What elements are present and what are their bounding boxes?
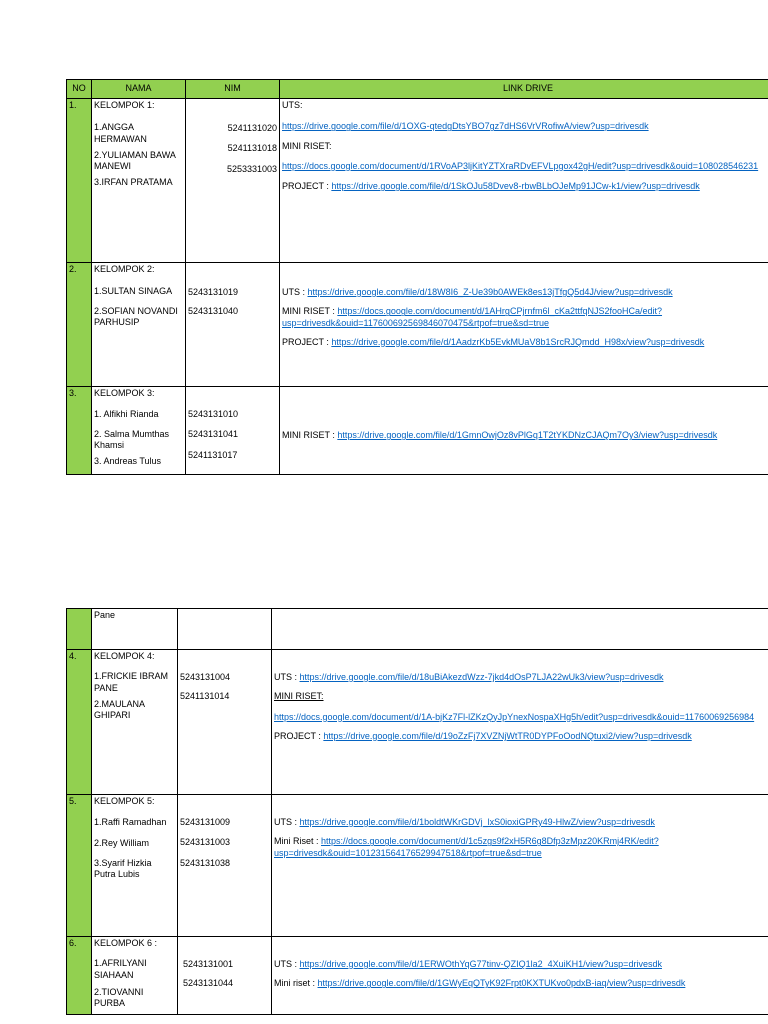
member-names [92,937,178,1015]
mini-riset-link[interactable]: https://drive.google.com/file/d/1GWyEqQTyK92Frpt0KXTUKvo0pdxB-iaq/view?usp=drivesdk [317,978,686,989]
table-row [67,387,768,475]
mini-riset-link[interactable]: https://drive.google.com/file/d/1GmnOwjOz8vPlGq1T2tYKDNzCJAQm7Oy3/view?usp=drivesdk [337,430,718,440]
uts-link[interactable]: https://drive.google.com/file/d/18W8I6_Z-Ue39b0AWEk8es13jTfgQ5d4J/view?usp=drivesdk [307,287,673,297]
member-names [92,99,186,263]
mini-riset-label: MINI RISET : [282,430,338,440]
project-label: PROJECT : [282,336,332,347]
group-name: KELOMPOK 1: [94,100,155,110]
group-table-part-2 [66,608,768,1015]
member-name-continued: Pane [92,609,178,650]
member-name: 2.YULIAMAN BAWA MANEWI [94,149,176,171]
member-nim: 5243131038 [180,857,231,868]
member-nim: 5243131010 [188,409,239,419]
member-name: 3. Andreas Tulus [94,456,162,466]
project-label: PROJECT : [282,181,332,191]
member-nims [178,650,272,795]
member-name: 1.ANGGA HERMAWAN [94,122,147,144]
member-names [92,795,178,937]
member-nims [178,937,272,1015]
uts-label: UTS : [282,287,308,297]
table-row [67,650,768,795]
mini-riset-label: MINI RISET: [274,691,324,702]
member-name: 3.Syarif Hizkia Putra Lubis [94,857,152,879]
member-name: 2.Rey William [94,837,150,848]
member-name: 2.MAULANA GHIPARI [94,698,145,720]
row-number: 5. [67,795,92,937]
table-row [67,937,768,1015]
mini-riset-link[interactable]: https://docs.google.com/document/d/1AHrgCPjrnfm6l_cKa2ttfqNJS2fooHCa/edit?usp=drivesdk&ouid=117600692569846070475&rtpof=true&sd=true [282,306,663,328]
member-nim: 5241131020 [227,123,277,133]
drive-links [280,99,768,263]
uts-link[interactable]: https://drive.google.com/file/d/1ERWOthYqG77tinv-QZIQ1la2_4XuiKH1/view?usp=drivesdk [299,959,662,969]
row-number: 2. [67,263,92,387]
member-nim: 5243131040 [188,306,239,317]
drive-links [272,650,768,795]
group-name: KELOMPOK 4: [94,651,155,661]
row-number: 3. [67,387,92,475]
table-row [67,795,768,937]
drive-links [280,387,768,475]
member-name: 2.TIOVANNI PURBA [94,986,144,1008]
uts-label: UTS : [274,959,300,969]
group-name: KELOMPOK 5: [94,796,155,806]
drive-links [280,263,768,387]
project-label: PROJECT : [274,730,324,741]
header-nama: NAMA [92,80,186,99]
member-nim: 5243131001 [183,959,234,969]
member-names [92,263,186,387]
mini-riset-label: Mini riset : [274,978,318,989]
member-nim: 5243131003 [180,837,231,848]
member-nim: 5243131009 [180,817,231,827]
project-link[interactable]: https://drive.google.com/file/d/1SkOJu58Dvev8-rbwBLbOJeMp91JCw-k1/view?usp=drivesdk [331,181,700,191]
drive-links [272,795,768,937]
member-names [92,387,186,475]
member-nims [186,387,280,475]
project-link[interactable]: https://drive.google.com/file/d/19oZzFj7XVZNjWtTR0DYPFoOodNQtuxi2/view?usp=drivesdk [323,730,692,741]
uts-link[interactable]: https://drive.google.com/file/d/18uBiAkezdWzz-7jkd4dOsP7LJA22wUk3/view?usp=drivesdk [299,672,664,682]
row-number: 4. [67,650,92,795]
member-name: 1.FRICKIE IBRAM PANE [94,671,169,693]
uts-label: UTS : [274,672,300,682]
member-nim: 5241131017 [188,449,238,460]
mini-riset-label: MINI RISET: [282,140,332,151]
member-name: 1.AFRILYANI SIAHAAN [94,958,147,980]
member-nim: 5241131014 [180,691,230,702]
member-nim: 5241131018 [227,143,277,154]
uts-link[interactable]: https://drive.google.com/file/d/1OXG-qtedgDtsYBO7gz7dHS6VrVRofiwA/view?usp=drivesdk [282,121,649,132]
header-link-drive: LINK DRIVE [280,80,768,99]
group-name: KELOMPOK 3: [94,388,155,398]
member-name: 1.Raffi Ramadhan [94,817,167,828]
table-row [67,99,768,263]
header-no: NO [67,80,92,99]
uts-link[interactable]: https://drive.google.com/file/d/1boldtWKrGDVj_lxS0ioxiGPRy49-HlwZ/view?usp=drivesdk [299,817,655,827]
member-nims [186,263,280,387]
mini-riset-link[interactable]: https://docs.google.com/document/d/1c5zgs9f2xH5R6g8Dfp3zMpz20KRmj4RK/edit?usp=drivesdk&ouid=101231564176529947518&rtpof=true&sd=true [274,836,659,858]
table-row [67,263,768,387]
uts-label: UTS : [274,817,300,827]
member-name: 1. Alfikhi Rianda [94,409,159,420]
group-name: KELOMPOK 6 : [94,938,158,948]
table-row [67,609,768,650]
project-link[interactable]: https://drive.google.com/file/d/1AadzrKb5EvkMUaV8b1SrcRJQmdd_H98x/view?usp=drivesdk [331,336,705,347]
member-nim: 5243131019 [188,287,239,297]
mini-riset-label: MINI RISET : [282,306,338,317]
row-number: 6. [67,937,92,1015]
member-nims [186,99,280,263]
member-nim: 5243131004 [180,672,231,682]
member-name: 1.SULTAN SINAGA [94,286,173,297]
uts-label: UTS: [282,100,303,110]
member-name: 2.SOFIAN NOVANDI PARHUSIP [94,305,178,327]
member-nim: 5253331003 [226,163,277,174]
mini-riset-link[interactable]: https://docs.google.com/document/d/1A-bjKz7Fl-lZKzQyJpYnexNospaXHg5h/edit?usp=drivesdk&ouid=11760069256984 [274,711,755,722]
mini-riset-label: Mini Riset : [274,836,322,847]
mini-riset-link[interactable]: https://docs.google.com/document/d/1RVoAP3ljKitYZTXraRDvEFVLpgox42gH/edit?usp=drivesdk&ouid=108028546231 [282,160,759,171]
member-name: 2. Salma Mumthas Khamsi [94,428,170,450]
member-nim: 5243131044 [183,978,234,989]
header-nim: NIM [186,80,280,99]
member-nim: 5243131041 [188,429,239,440]
table-header-row [67,80,768,99]
member-nims [178,795,272,937]
drive-links [272,937,768,1015]
member-name: 3.IRFAN PRATAMA [94,177,173,188]
row-number: 1. [67,99,92,263]
group-name: KELOMPOK 2: [94,264,155,274]
member-names [92,650,178,795]
group-table-part-1 [66,79,768,475]
